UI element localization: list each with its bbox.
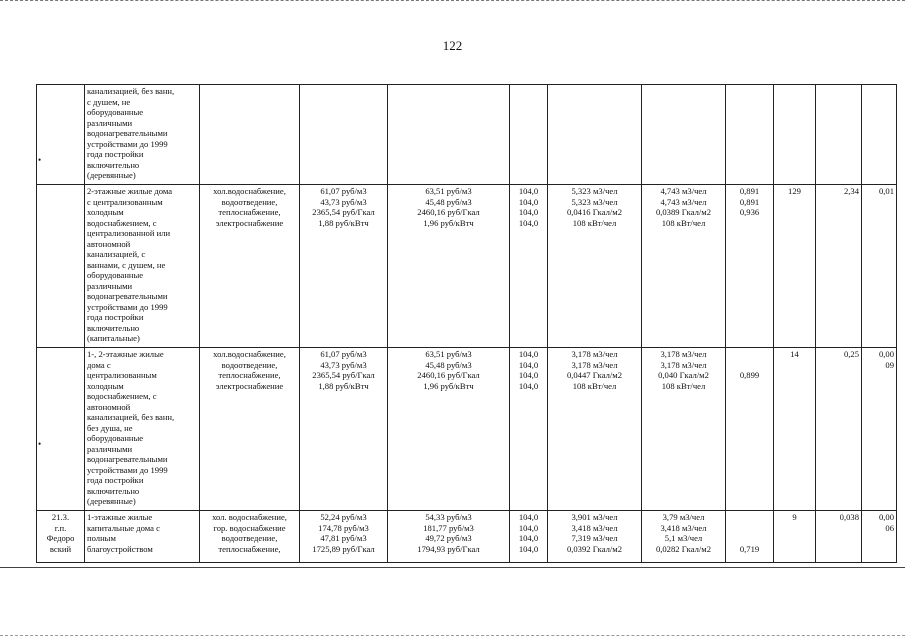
index-text: 104,0 104,0 104,0 104,0 [518, 349, 539, 391]
norm-current-text: 3,178 м3/чел 3,178 м3/чел 0,0447 Гкал/м2 108 кВт/чел [566, 349, 623, 391]
norm-next-cell [642, 348, 726, 511]
table-row [37, 511, 897, 563]
norm-next-cell [642, 85, 726, 185]
col-value-cell [816, 348, 862, 511]
tariff-next-cell [388, 85, 510, 185]
tariff-current-text: 61,07 руб/м3 43,73 руб/м3 2365,54 руб/Гкал 1,88 руб/кВтч [312, 186, 375, 228]
norm-next-cell [642, 511, 726, 563]
col-value-text: 0,038 [839, 512, 859, 522]
coefficient-cell [726, 348, 774, 511]
row-number-text: 21.3. г.п. Федоро вский [46, 512, 75, 554]
tariff-current-text: 61,07 руб/м3 43,73 руб/м3 2365,54 руб/Гкал 1,88 руб/кВтч [312, 349, 375, 391]
index-cell [510, 511, 548, 563]
description-text: 2-этажные жилые дома с централизованным холодным водоснабжением, с централизованной или автономной канализацией, с ваннами, с душем, не оборудованные различными водонагревательными устройствами до 1999 года постройки включительно (капитальные) [87, 186, 173, 343]
row-number-cell [37, 511, 85, 563]
services-text: хол.водоснабжение, водоотведение, теплоснабжение, электроснабжение [213, 186, 286, 228]
col-share-cell [862, 85, 897, 185]
row-number-cell [37, 85, 85, 185]
coefficient-cell [726, 85, 774, 185]
norm-next-cell [642, 185, 726, 348]
col-value-text: 2,34 [843, 186, 859, 196]
index-text: 104,0 104,0 104,0 104,0 [518, 512, 539, 554]
col-count-cell [774, 85, 816, 185]
col-share-cell [862, 348, 897, 511]
top-edge-rule [0, 0, 905, 1]
tariff-current-cell [300, 511, 388, 563]
services-cell [200, 348, 300, 511]
description-cell [85, 511, 200, 563]
tariff-current-cell [300, 85, 388, 185]
col-share-text: 0,01 [878, 186, 894, 196]
col-count-text: 9 [792, 512, 797, 522]
tariff-next-text: 63,51 руб/м3 45,48 руб/м3 2460,16 руб/Гкал 1,96 руб/кВтч [417, 186, 480, 228]
col-value-cell [816, 185, 862, 348]
tariff-next-text: 54,33 руб/м3 181,77 руб/м3 49,72 руб/м3 1794,93 руб/Гкал [417, 512, 480, 554]
row-number-cell [37, 185, 85, 348]
norm-next-text: 3,178 м3/чел 3,178 м3/чел 0,040 Гкал/м2 108 кВт/чел [658, 349, 709, 391]
col-count-cell [774, 348, 816, 511]
description-text: канализацией, без ванн, с душем, не оборудованные различными водонагревательными устройствами до 1999 года постройки включительно (деревянные) [87, 86, 175, 180]
col-value-text: 0,25 [843, 349, 859, 359]
coefficient-cell [726, 511, 774, 563]
col-count-cell [774, 185, 816, 348]
col-count-text: 14 [790, 349, 799, 359]
col-value-cell [816, 511, 862, 563]
row-bullet-mark: • [38, 155, 42, 165]
norm-current-text: 5,323 м3/чел 5,323 м3/чел 0,0416 Гкал/м2 108 кВт/чел [566, 186, 623, 228]
col-share-cell [862, 185, 897, 348]
coefficient-cell [726, 185, 774, 348]
norm-next-text: 4,743 м3/чел 4,743 м3/чел 0,0389 Гкал/м2 108 кВт/чел [655, 186, 712, 228]
coefficient-text: 0,719 [739, 543, 760, 554]
col-share-cell [862, 511, 897, 563]
tariff-table [36, 84, 897, 563]
col-value-cell [816, 85, 862, 185]
services-cell [200, 185, 300, 348]
page-number: 122 [442, 38, 463, 53]
table-row [37, 85, 897, 185]
index-text: 104,0 104,0 104,0 104,0 [518, 186, 539, 228]
tariff-next-cell [388, 511, 510, 563]
norm-current-cell [548, 185, 642, 348]
index-cell [510, 348, 548, 511]
row-number-cell [37, 348, 85, 511]
description-cell [85, 185, 200, 348]
coefficient-text: 0,891 0,891 0,936 [739, 186, 760, 217]
tariff-next-text: 63,51 руб/м3 45,48 руб/м3 2460,16 руб/Гкал 1,96 руб/кВтч [417, 349, 480, 391]
index-cell [510, 185, 548, 348]
bottom-edge-rule [0, 635, 905, 636]
col-share-text: 0,00 09 [878, 349, 894, 370]
services-cell [200, 511, 300, 563]
norm-current-cell [548, 85, 642, 185]
col-share-text: 0,00 06 [878, 512, 894, 533]
coefficient-text: 0,899 [739, 370, 760, 380]
tariff-current-text: 52,24 руб/м3 174,78 руб/м3 47,81 руб/м3 1725,89 руб/Гкал [312, 512, 375, 554]
index-cell [510, 85, 548, 185]
description-cell [85, 348, 200, 511]
services-cell [200, 85, 300, 185]
tariff-current-cell [300, 348, 388, 511]
norm-current-cell [548, 348, 642, 511]
services-text: хол.водоснабжение, водоотведение, теплоснабжение, электроснабжение [213, 349, 286, 391]
col-count-cell [774, 511, 816, 563]
description-text: 1-этажные жилые капитальные дома с полным благоустройством [87, 512, 160, 554]
description-text: 1-, 2-этажные жилые дома с централизованным холодным водоснабжением, с автономной канализацией, без ванн, без душа, не оборудованные различными водонагревательными устройствами до 1999 года постройки включительно (деревянные) [87, 349, 175, 506]
bottom-rule [0, 567, 905, 568]
tariff-current-cell [300, 185, 388, 348]
col-count-text: 129 [788, 186, 801, 196]
row-bullet-mark: • [38, 439, 42, 449]
services-text: хол. водоснабжение, гор. водоснабжение водоотведение, теплоснабжение, [212, 512, 287, 554]
norm-next-text: 3,79 м3/чел 3,418 м3/чел 5,1 м3/чел 0,0282 Гкал/м2 [655, 512, 712, 554]
description-cell [85, 85, 200, 185]
table-row [37, 348, 897, 511]
table-row [37, 185, 897, 348]
norm-current-text: 3,901 м3/чел 3,418 м3/чел 7,319 м3/чел 0,0392 Гкал/м2 [566, 512, 623, 554]
norm-current-cell [548, 511, 642, 563]
tariff-next-cell [388, 185, 510, 348]
tariff-next-cell [388, 348, 510, 511]
